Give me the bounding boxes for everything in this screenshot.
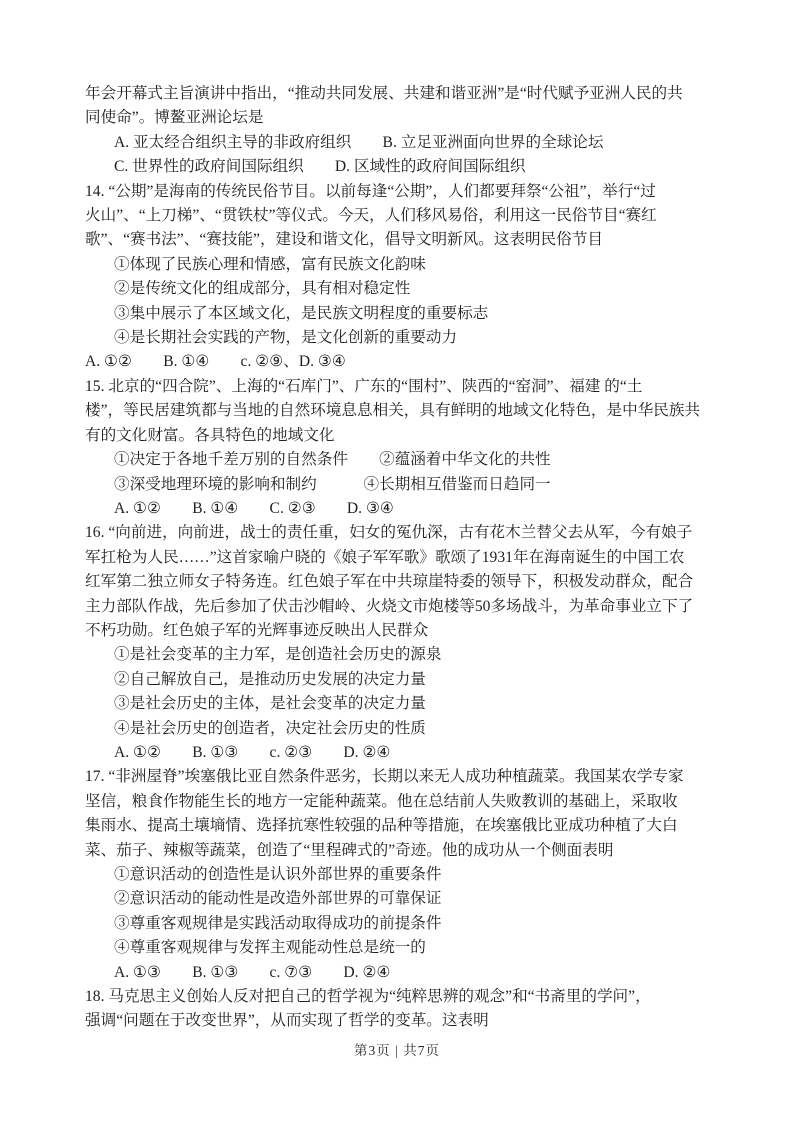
text-line: A. ①② B. ①④ C. ②③ D. ③④ bbox=[114, 499, 394, 517]
text-line: 不朽功勋。红色娘子军的光辉事迹反映出人民群众 bbox=[85, 621, 429, 639]
text-line: ①决定于各地千差万别的自然条件 ②蕴涵着中华文化的共性 bbox=[114, 451, 551, 469]
text-line: A. ①② B. ①③ c. ②③ D. ②④ bbox=[114, 743, 391, 761]
exam-text bbox=[85, 82, 717, 1034]
text-line: ①意识活动的创造性是认识外部世界的重要条件 bbox=[114, 866, 442, 883]
page-footer: 第3页 | 共7页 bbox=[354, 1043, 440, 1058]
text-line: ④是社会历史的创造者，决定社会历史的性质 bbox=[114, 719, 426, 737]
text-line: A. 亚太经合组织主导的非政府组织 B. 立足亚洲面向世界的全球论坛 bbox=[114, 133, 604, 151]
text-line: 主力部队作战，先后参加了伏击沙帽岭、火烧文市炮楼等50多场战斗，为革命事业立下了 bbox=[85, 597, 694, 615]
text-line: 楼”，等民居建筑都与当地的自然环境息息相关，具有鲜明的地域文化特色，是中华民族共 bbox=[85, 402, 701, 420]
text-line: 17. “非洲屋脊”埃塞俄比亚自然条件恶劣，长期以来无人成功种植蔬菜。我国某农学专家 bbox=[85, 768, 684, 786]
text-line: 火山”、“上刀梯”、“贯铁杖”等仪式。今天，人们移风易俗，利用这一民俗节目“赛红 bbox=[85, 207, 657, 225]
text-line: ④尊重客观规律与发挥主观能动性总是统一的 bbox=[114, 939, 426, 957]
text-line: ③尊重客观规律是实践活动取得成功的前提条件 bbox=[114, 914, 442, 932]
text-line: 年会开幕式主旨演讲中指出，“推动共同发展、共建和谐亚洲”是“时代赋予亚洲人民的共 bbox=[85, 85, 683, 102]
text-line: A. ①② B. ①④ c. ②⑨、D. ③④ bbox=[85, 353, 346, 371]
text-line: A. ①③ B. ①③ c. ⑦③ D. ②④ bbox=[114, 963, 391, 981]
text-line: ④是长期社会实践的产物，是文化创新的重要动力 bbox=[114, 329, 458, 347]
text-line: 14. “公期”是海南的传统民俗节目。以前每逢“公期”，人们都要拜祭“公祖”，举行“过 bbox=[85, 182, 656, 200]
text-line: 歌”、“赛书法”、“赛技能”，建设和谐文化，倡导文明新风。这表明民俗节目 bbox=[85, 231, 604, 249]
text-line: ③是社会历史的主体，是社会变革的决定力量 bbox=[114, 695, 426, 713]
text-line: C. 世界性的政府间国际组织 D. 区域性的政府间国际组织 bbox=[114, 158, 526, 176]
text-line: ③集中展示了本区域文化，是民族文明程度的重要标志 bbox=[114, 304, 489, 322]
text-line: ①体现了民族心理和情感，富有民族文化韵味 bbox=[114, 255, 426, 273]
text-line: ①是社会变革的主力军，是创造社会历史的源泉 bbox=[114, 646, 442, 664]
text-line: 强调“问题在于改变世界”，从而实现了哲学的变革。这表明 bbox=[85, 1012, 489, 1030]
text-line: ②自己解放自己，是推动历史发展的决定力量 bbox=[114, 670, 426, 688]
text-line: 15. 北京的“四合院”、上海的“石库门”、广东的“围村”、陕西的“窑洞”、福建 的“土 bbox=[85, 377, 643, 395]
text-line: ②是传统文化的组成部分，具有相对稳定性 bbox=[114, 280, 411, 298]
text-line: 集雨水、提高土壤墒情、选择抗寒性较强的品种等措施，在埃塞俄比亚成功种植了大白 bbox=[85, 817, 678, 835]
text-line: ③深受地理环境的影响和制约 ④长期相互借鉴而日趋同一 bbox=[114, 475, 551, 493]
text-line: 坚信，粮食作物能生长的地方一定能种蔬菜。他在总结前人失败教训的基础上，采取收 bbox=[85, 792, 678, 810]
text-line: ②意识活动的能动性是改造外部世界的可靠保证 bbox=[114, 890, 442, 908]
text-line: 18. 马克思主义创始人反对把自己的哲学视为“纯粹思辨的观念”和“书斋里的学问”， bbox=[85, 988, 651, 1006]
text-line: 16. “向前进，向前进，战士的责任重，妇女的冤仇深，古有花木兰替父去从军，今有娘子 bbox=[85, 524, 693, 542]
text-line: 有的文化财富。各具特色的地域文化 bbox=[85, 426, 335, 444]
text-line: 同使命”。博鳌亚洲论坛是 bbox=[85, 109, 264, 127]
text-line: 红军第二独立师女子特务连。红色娘子军在中共琼崖特委的领导下，积极发动群众，配合 bbox=[85, 573, 694, 591]
text-line: 军扛枪为人民……”这首家喻户晓的《娘子军军歌》歌颂了1931年在海南诞生的中国工农 bbox=[85, 548, 685, 566]
text-line: 菜、茄子、辣椒等蔬菜，创造了“里程碑式的”奇迹。他的成功从一个侧面表明 bbox=[85, 841, 614, 859]
